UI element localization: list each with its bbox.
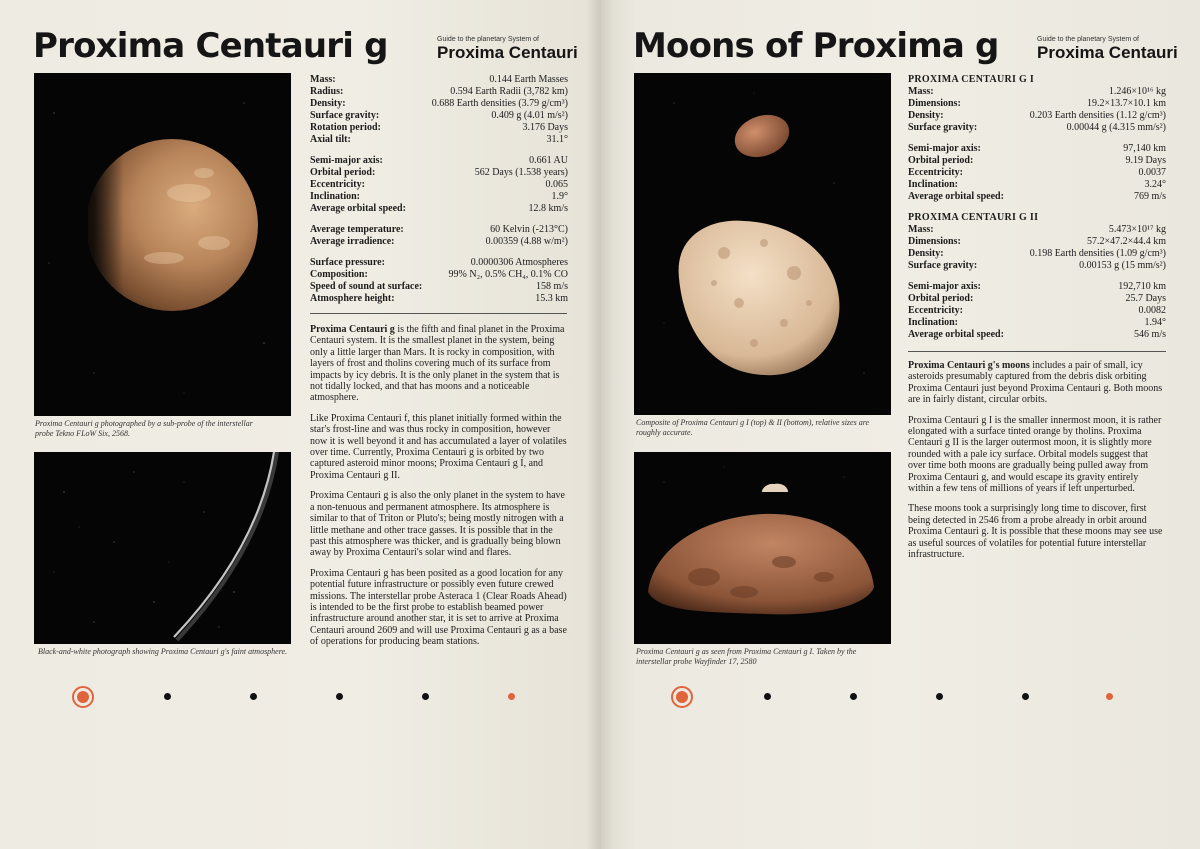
stat-value: 192,710 km	[1118, 281, 1166, 292]
guide-header	[437, 36, 578, 63]
stat-value: 25.7 Days	[1125, 293, 1166, 304]
divider	[310, 313, 567, 314]
stat-label: Average orbital speed:	[908, 329, 1004, 340]
stat-label: Surface gravity:	[908, 122, 978, 133]
stat-label: Density:	[908, 248, 944, 259]
stat-label: Eccentricity:	[310, 179, 365, 190]
stat-label: Inclination:	[310, 191, 361, 202]
paragraph-text: is the fifth and final planet in the Proxima Centauri system. It is the smallest planet in the system, being only a little larger than Mars. It is rocky in composition, with layers of frost and tholins covering much of its surface from impacts by icy debris. It is the only planet in the system that is not tidally locked, and that has moons and a noticeable atmosphere.	[310, 324, 565, 404]
photo-caption: Composite of Proxima Centauri g I (top) & II (bottom), relative sizes are roughly accurate.	[636, 418, 870, 437]
stat-row	[310, 191, 568, 203]
stat-row	[310, 257, 568, 269]
stat-label: Average temperature:	[310, 224, 404, 235]
stat-row	[908, 155, 1166, 167]
stat-row	[908, 248, 1166, 260]
stat-label: Eccentricity:	[908, 167, 963, 178]
stat-label: Semi-major axis:	[310, 155, 383, 166]
stat-label: Orbital period:	[908, 155, 974, 166]
moon-heading: PROXIMA CENTAURI G I	[908, 74, 1035, 85]
page-title: Moons of Proxima g	[633, 26, 999, 66]
stat-row	[310, 293, 568, 305]
page-nav-dots	[671, 686, 1121, 708]
divider	[908, 351, 1166, 352]
page-dot-highlight[interactable]	[1106, 693, 1113, 700]
moon-stats	[908, 74, 1166, 350]
stat-row	[310, 269, 568, 281]
stat-label: Orbital period:	[310, 167, 376, 178]
stat-value: 5.473×10¹⁷ kg	[1108, 224, 1166, 235]
stat-value: 0.0082	[1138, 305, 1166, 316]
stat-value: 0.0037	[1138, 167, 1166, 178]
page-title: Proxima Centauri g	[33, 26, 388, 66]
page-dot[interactable]	[850, 693, 857, 700]
stat-value: 1.9°	[551, 191, 568, 202]
stat-value: 12.8 km/s	[528, 203, 568, 214]
stat-row	[310, 224, 568, 236]
stat-label: Semi-major axis:	[908, 143, 981, 154]
page-dot-highlight[interactable]	[508, 693, 515, 700]
stat-label: Speed of sound at surface:	[310, 281, 423, 292]
stat-group	[310, 257, 568, 305]
stat-label: Mass:	[310, 74, 336, 85]
stat-value: 562 Days (1.538 years)	[474, 167, 568, 178]
stat-label: Mass:	[908, 86, 934, 97]
stat-row	[908, 191, 1166, 203]
stat-value: 0.203 Earth densities (1.12 g/cm³)	[1029, 110, 1166, 121]
page-dot[interactable]	[336, 693, 343, 700]
stat-row	[908, 305, 1166, 317]
stat-row	[908, 110, 1166, 122]
stat-label: Orbital period:	[908, 293, 974, 304]
stat-value: 3.24°	[1144, 179, 1166, 190]
moons-composite-photo	[634, 73, 891, 415]
stat-value: 57.2×47.2×44.4 km	[1086, 236, 1166, 247]
stat-value: 97,140 km	[1123, 143, 1166, 154]
stat-label: Radius:	[310, 86, 344, 97]
stat-label: Semi-major axis:	[908, 281, 981, 292]
stat-value: 15.3 km	[535, 293, 568, 304]
moon-heading: PROXIMA CENTAURI G II	[908, 212, 1039, 223]
stat-value: 0.688 Earth densities (3.79 g/cm³)	[431, 98, 568, 109]
stat-row	[908, 329, 1166, 341]
page-dot-active[interactable]	[72, 686, 94, 708]
paragraph: Like Proxima Centauri f, this planet initially formed within the star's frost-line and was thus rocky in composition, however now it is well beyond it and has accumulated a layer of volatiles over time. Currently, Proxima Centauri g is orbited by two captured asteroid minor moons; Proxima Centauri g I, and Proxima Centauri g II.	[310, 412, 567, 481]
stat-label: Inclination:	[908, 317, 959, 328]
stat-label: Axial tilt:	[310, 134, 351, 145]
stat-value: 19.2×13.7×10.1 km	[1086, 98, 1166, 109]
stat-row	[310, 281, 568, 293]
stat-label: Surface gravity:	[310, 110, 380, 121]
stat-label: Rotation period:	[310, 122, 381, 133]
stat-row	[908, 281, 1166, 293]
page-nav-dots	[72, 686, 522, 708]
stat-group	[310, 74, 568, 146]
stat-row	[908, 260, 1166, 272]
paragraph-text: includes a pair of small, icy asteroids presumably captured from the debris disk orbiting Proxima Centauri just beyond Proxima Centauri g. Both moons are in fairly distant, circular orbits.	[908, 360, 1163, 406]
stat-group	[310, 224, 568, 248]
stat-value: 9.19 Days	[1125, 155, 1166, 166]
stat-label: Average orbital speed:	[908, 191, 1004, 202]
stat-row	[310, 134, 568, 146]
stat-row	[310, 236, 568, 248]
stat-row	[908, 317, 1166, 329]
stat-value: 0.144 Earth Masses	[489, 74, 568, 85]
page-dot-active[interactable]	[671, 686, 693, 708]
page-dot[interactable]	[250, 693, 257, 700]
stat-value: 0.409 g (4.01 m/s²)	[491, 110, 568, 121]
paragraph: Proxima Centauri g has been posited as a good location for any potential future infrastructure or possibly even future crewed missions. The interstellar probe Asteraca 1 (Clear Roads Ahead) is intended to be the first probe to establish beamed power infrastructure around another star, it is set to arrive at Proxima Centauri around 2609 and will use Proxima Centauri g as a base of operations for producing beam stations.	[310, 567, 567, 648]
planet-from-moon-photo	[634, 452, 891, 644]
stat-row	[310, 86, 568, 98]
page-dot[interactable]	[764, 693, 771, 700]
stat-label: Composition:	[310, 269, 368, 280]
page-dot[interactable]	[1022, 693, 1029, 700]
moons-description	[908, 360, 1166, 570]
stat-value: 0.00153 g (15 mm/s²)	[1079, 260, 1166, 271]
stat-row	[908, 167, 1166, 179]
stat-value: 0.00359 (4.88 w/m²)	[485, 236, 568, 247]
stat-value: 0.065	[545, 179, 568, 190]
stat-row	[310, 179, 568, 191]
stat-value: 546 m/s	[1134, 329, 1166, 340]
guide-subtitle: Guide to the planetary System of	[437, 36, 539, 43]
stat-label: Density:	[310, 98, 346, 109]
bold-lead: Proxima Centauri g	[310, 324, 395, 335]
stat-value: 1.94°	[1144, 317, 1166, 328]
stat-value: 158 m/s	[536, 281, 568, 292]
stat-row	[310, 155, 568, 167]
stat-row	[908, 86, 1166, 98]
stat-value: 0.0000306 Atmospheres	[470, 257, 568, 268]
planet-photo	[34, 73, 291, 416]
stat-row	[908, 236, 1166, 248]
stat-row	[908, 179, 1166, 191]
paragraph: These moons took a surprisingly long time to discover, first being detected in 2546 from a probe already in orbit around Proxima Centauri g. It is possible that these moons may see use as useful sources of volatiles for potential future interstellar infrastructure.	[908, 503, 1163, 561]
stat-label: Mass:	[908, 224, 934, 235]
stat-value: 0.661 AU	[529, 155, 568, 166]
stat-row	[310, 98, 568, 110]
photo-caption: Proxima Centauri g photographed by a sub-probe of the interstellar probe Tekno FLoW Six, 2568.	[35, 419, 253, 438]
stat-label: Density:	[908, 110, 944, 121]
stat-value: 3.176 Days	[522, 122, 568, 133]
stat-group	[310, 155, 568, 215]
stat-value: 769 m/s	[1134, 191, 1166, 202]
stat-label: Eccentricity:	[908, 305, 963, 316]
moon2-stats	[908, 224, 1166, 341]
page-dot[interactable]	[164, 693, 171, 700]
stat-label: Dimensions:	[908, 98, 961, 109]
stat-row	[908, 122, 1166, 134]
stat-row	[310, 110, 568, 122]
page-dot[interactable]	[422, 693, 429, 700]
stat-value: 1.246×10¹⁶ kg	[1108, 86, 1166, 97]
paragraph: Proxima Centauri g is also the only planet in the system to have a non-tenuous and permanent atmosphere. Its atmosphere is similar to that of Triton or Pluto's; being mostly nitrogen with a little methane and other trace gasses. It is possible that in the past this atmosphere was thicker, and is gradually being blown away by Proxima Centauri's solar wind and flares.	[310, 490, 565, 559]
planet-description	[310, 324, 568, 657]
stat-group	[908, 86, 1166, 134]
bold-lead: Proxima Centauri g's moons	[908, 360, 1030, 371]
stat-group	[908, 224, 1166, 272]
stat-value: 0.594 Earth Radii (3,782 km)	[450, 86, 568, 97]
moon1-stats	[908, 86, 1166, 203]
planet-stats	[310, 74, 568, 314]
stat-label: Dimensions:	[908, 236, 961, 247]
stat-value: 0.00044 g (4.315 mm/s²)	[1066, 122, 1166, 133]
photo-caption: Proxima Centauri g as seen from Proxima Centauri g I. Taken by the interstellar probe Wayfinder 17, 2580	[636, 647, 857, 666]
stat-row	[908, 224, 1166, 236]
page-dot[interactable]	[936, 693, 943, 700]
guide-system-name: Proxima Centauri	[437, 43, 578, 62]
paragraph: Proxima Centauri g I is the smaller innermost moon, it is rather elongated with a surface tinted orange by tholins. Proxima Centauri g II is the larger outermost moon, it is slightly more rounded with a pale icy surface. Orbital models suggest that over time both moons are gradually being pulled away from Proxima Centauri g, and would escape its gravity entirely within a few tens of millions of years if left unperturbed.	[908, 414, 1162, 495]
paragraph	[908, 360, 1166, 406]
stat-row	[908, 143, 1166, 155]
stat-value: 0.198 Earth densities (1.09 g/cm³)	[1029, 248, 1166, 259]
stat-label: Average orbital speed:	[310, 203, 406, 214]
stat-row	[908, 293, 1166, 305]
photo-caption: Black-and-white photograph showing Proxima Centauri g's faint atmosphere.	[38, 647, 288, 656]
guide-subtitle: Guide to the planetary System of	[1037, 36, 1139, 43]
stat-row	[908, 98, 1166, 110]
stat-label: Average irradience:	[310, 236, 395, 247]
stat-row	[310, 167, 568, 179]
stat-value: 99% N₂, 0.5% CH₄, 0.1% CO	[448, 269, 568, 280]
guide-header	[1037, 36, 1178, 63]
stat-group	[908, 281, 1166, 341]
stat-label: Surface gravity:	[908, 260, 978, 271]
atmosphere-photo	[34, 452, 291, 644]
stat-label: Atmosphere height:	[310, 293, 395, 304]
paragraph	[310, 324, 568, 404]
stat-group	[908, 143, 1166, 203]
stat-row	[310, 74, 568, 86]
stat-row	[310, 203, 568, 215]
guide-system-name: Proxima Centauri	[1037, 43, 1178, 62]
stat-label: Surface pressure:	[310, 257, 385, 268]
stat-label: Inclination:	[908, 179, 959, 190]
stat-row	[310, 122, 568, 134]
stat-value: 31.1°	[546, 134, 568, 145]
stat-value: 60 Kelvin (-213°C)	[490, 224, 568, 235]
right-page	[600, 0, 1200, 849]
